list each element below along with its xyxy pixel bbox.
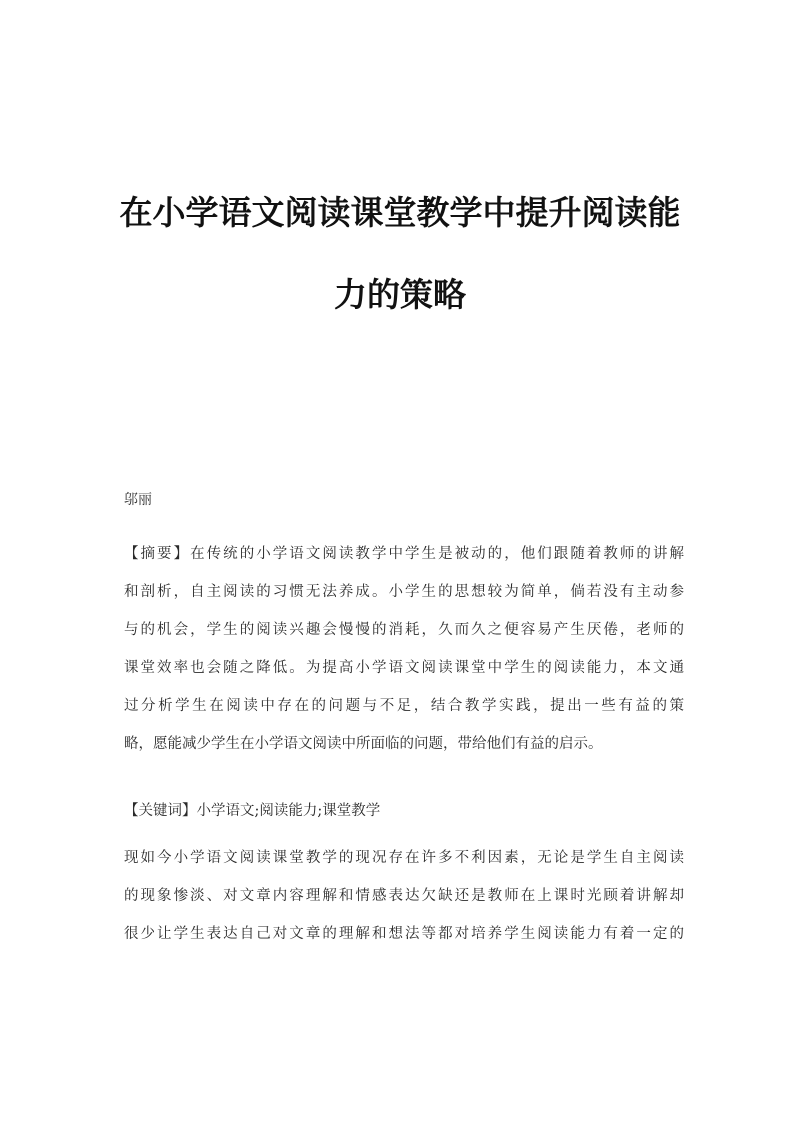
abstract-line: 和剖析，自主阅读的习惯无法养成。小学生的思想较为简单，倘若没有主动参 — [124, 584, 684, 600]
abstract-paragraph — [124, 544, 684, 772]
abstract-line: 课堂效率也会随之降低。为提高小学语文阅读课堂中学生的阅读能力，本文通 — [124, 660, 684, 676]
keywords-line: 【关键词】小学语文;阅读能力;课堂教学 — [124, 803, 381, 819]
document-title-line-2: 力的策略 — [334, 275, 466, 314]
body-line: 很少让学生表达自己对文章的理解和想法等都对培养学生阅读能力有着一定的 — [124, 926, 684, 942]
abstract-line: 与的机会，学生的阅读兴趣会慢慢的消耗，久而久之便容易产生厌倦，老师的 — [124, 622, 684, 638]
body-line: 的现象惨淡、对文章内容理解和情感表达欠缺还是教师在上课时光顾着讲解却 — [124, 888, 684, 904]
abstract-line: 过分析学生在阅读中存在的问题与不足，结合教学实践，提出一些有益的策 — [124, 698, 684, 714]
abstract-line: 【摘要】在传统的小学语文阅读教学中学生是被动的，他们跟随着教师的讲解 — [124, 546, 684, 562]
body-line: 现如今小学语文阅读课堂教学的现况存在许多不利因素，无论是学生自主阅读 — [124, 850, 684, 866]
abstract-line: 略，愿能减少学生在小学语文阅读中所面临的问题，带给他们有益的启示。 — [124, 736, 603, 752]
body-paragraph — [124, 848, 684, 962]
document-title-line-1: 在小学语文阅读课堂教学中提升阅读能 — [119, 193, 681, 232]
author-name: 邬丽 — [124, 492, 152, 508]
